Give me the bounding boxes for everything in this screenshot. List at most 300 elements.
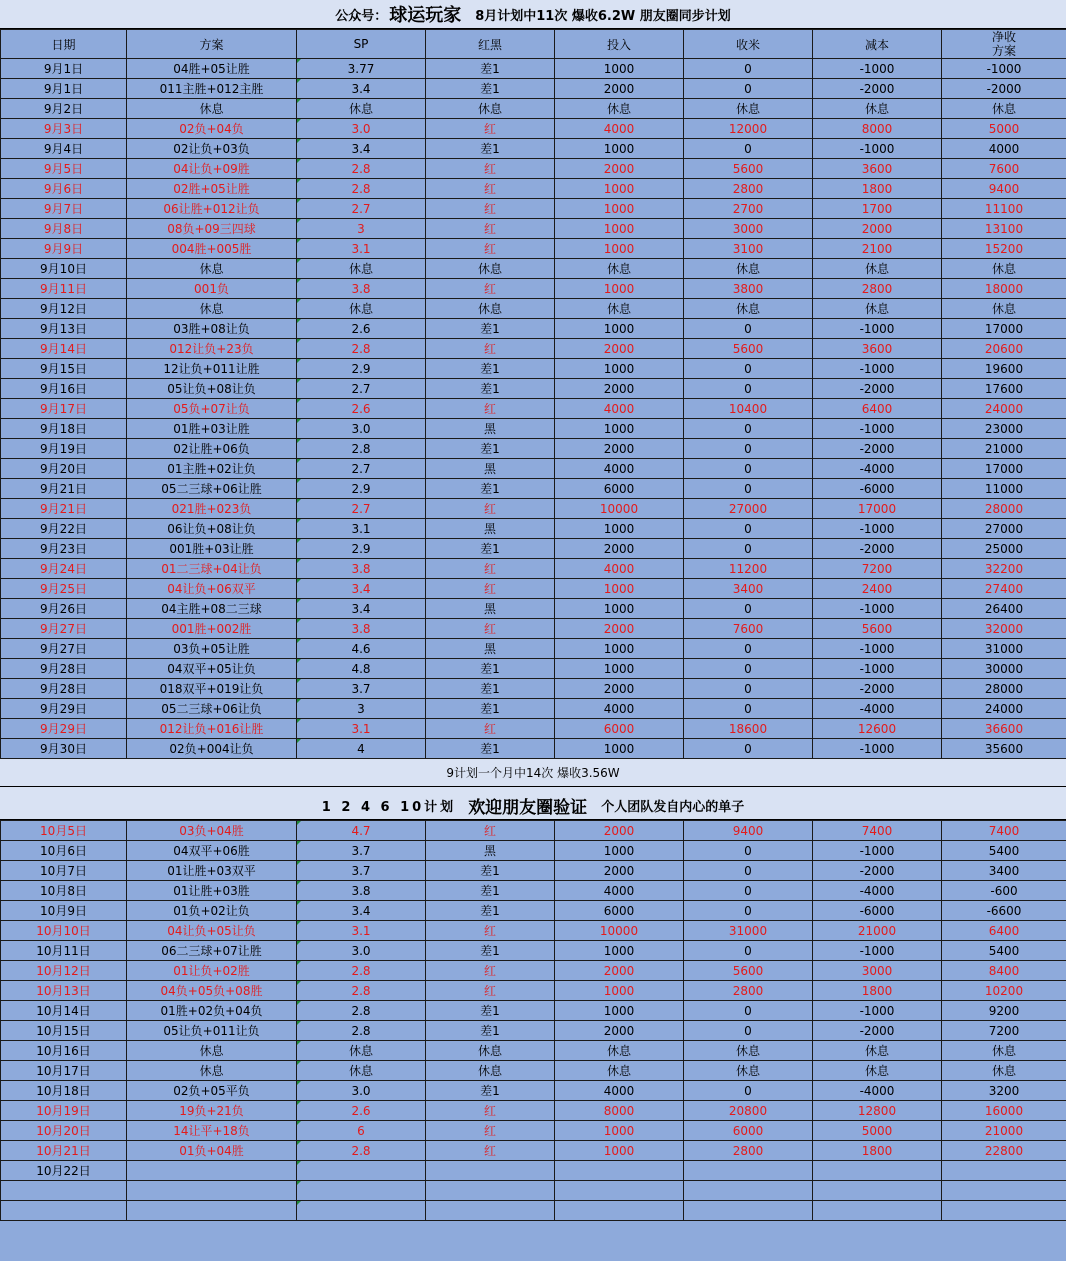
cell-loss[interactable]: 休息 <box>813 99 942 119</box>
cell-invest[interactable]: 4000 <box>555 699 684 719</box>
cell-income[interactable] <box>684 1161 813 1181</box>
cell-income[interactable]: 0 <box>684 79 813 99</box>
cell-invest[interactable]: 1000 <box>555 981 684 1001</box>
cell-net[interactable]: -1000 <box>942 59 1066 79</box>
cell-income[interactable]: 休息 <box>684 99 813 119</box>
cell-sp[interactable]: 2.6 <box>297 319 426 339</box>
cell-plan[interactable] <box>127 1181 297 1201</box>
cell-result[interactable]: 差1 <box>426 59 555 79</box>
cell-income[interactable]: 6000 <box>684 1121 813 1141</box>
cell-net[interactable]: 休息 <box>942 1041 1066 1061</box>
cell-result[interactable]: 差1 <box>426 659 555 679</box>
cell-invest[interactable]: 2000 <box>555 539 684 559</box>
cell-result[interactable] <box>426 1181 555 1201</box>
cell-loss[interactable]: -1000 <box>813 599 942 619</box>
cell-income[interactable]: 0 <box>684 419 813 439</box>
cell-plan[interactable]: 12让负+011让胜 <box>127 359 297 379</box>
cell-income[interactable] <box>684 1201 813 1221</box>
cell-sp[interactable]: 2.8 <box>297 981 426 1001</box>
cell-net[interactable]: 休息 <box>942 1061 1066 1081</box>
cell-invest[interactable]: 休息 <box>555 259 684 279</box>
cell-date[interactable]: 9月1日 <box>1 79 127 99</box>
cell-result[interactable]: 差1 <box>426 79 555 99</box>
cell-plan[interactable]: 04让负+05让负 <box>127 921 297 941</box>
cell-loss[interactable]: 8000 <box>813 119 942 139</box>
cell-sp[interactable] <box>297 1181 426 1201</box>
cell-result[interactable]: 差1 <box>426 881 555 901</box>
cell-plan[interactable]: 018双平+019让负 <box>127 679 297 699</box>
cell-date[interactable]: 9月15日 <box>1 359 127 379</box>
cell-sp[interactable]: 3.0 <box>297 941 426 961</box>
cell-result[interactable]: 红 <box>426 981 555 1001</box>
cell-sp[interactable]: 2.8 <box>297 439 426 459</box>
cell-income[interactable]: 0 <box>684 1001 813 1021</box>
cell-plan[interactable]: 休息 <box>127 1041 297 1061</box>
cell-result[interactable]: 红 <box>426 619 555 639</box>
cell-plan[interactable]: 01让胜+03胜 <box>127 881 297 901</box>
cell-loss[interactable]: -1000 <box>813 941 942 961</box>
cell-sp[interactable]: 2.8 <box>297 159 426 179</box>
cell-plan[interactable]: 01二三球+04让负 <box>127 559 297 579</box>
cell-sp[interactable]: 3.8 <box>297 619 426 639</box>
cell-net[interactable]: 24000 <box>942 699 1066 719</box>
cell-invest[interactable]: 1000 <box>555 279 684 299</box>
cell-invest[interactable]: 1000 <box>555 841 684 861</box>
cell-date[interactable]: 10月8日 <box>1 881 127 901</box>
cell-net[interactable]: 17000 <box>942 319 1066 339</box>
cell-net[interactable]: 9200 <box>942 1001 1066 1021</box>
cell-result[interactable]: 休息 <box>426 99 555 119</box>
cell-invest[interactable]: 1000 <box>555 179 684 199</box>
cell-sp[interactable]: 2.8 <box>297 1021 426 1041</box>
cell-date[interactable]: 10月12日 <box>1 961 127 981</box>
cell-sp[interactable]: 3.8 <box>297 559 426 579</box>
cell-invest[interactable]: 1000 <box>555 739 684 759</box>
cell-sp[interactable]: 3.7 <box>297 861 426 881</box>
cell-date[interactable]: 9月8日 <box>1 219 127 239</box>
cell-income[interactable]: 31000 <box>684 921 813 941</box>
cell-result[interactable] <box>426 1201 555 1221</box>
cell-loss[interactable]: 3600 <box>813 339 942 359</box>
cell-net[interactable]: 16000 <box>942 1101 1066 1121</box>
cell-invest[interactable]: 1000 <box>555 199 684 219</box>
cell-loss[interactable]: -1000 <box>813 359 942 379</box>
cell-result[interactable]: 黑 <box>426 459 555 479</box>
cell-sp[interactable]: 3.7 <box>297 841 426 861</box>
cell-net[interactable]: 6400 <box>942 921 1066 941</box>
cell-date[interactable]: 10月17日 <box>1 1061 127 1081</box>
cell-loss[interactable]: 1800 <box>813 1141 942 1161</box>
cell-income[interactable]: 0 <box>684 881 813 901</box>
cell-income[interactable]: 0 <box>684 841 813 861</box>
cell-date[interactable]: 10月22日 <box>1 1161 127 1181</box>
cell-net[interactable]: 11000 <box>942 479 1066 499</box>
cell-plan[interactable]: 04主胜+08二三球 <box>127 599 297 619</box>
cell-date[interactable]: 10月11日 <box>1 941 127 961</box>
cell-sp[interactable]: 3.8 <box>297 881 426 901</box>
cell-sp[interactable]: 3.4 <box>297 579 426 599</box>
cell-income[interactable]: 11200 <box>684 559 813 579</box>
cell-date[interactable]: 10月21日 <box>1 1141 127 1161</box>
cell-income[interactable] <box>684 1181 813 1201</box>
cell-result[interactable]: 差1 <box>426 359 555 379</box>
cell-loss[interactable]: 5000 <box>813 1121 942 1141</box>
cell-result[interactable]: 差1 <box>426 539 555 559</box>
cell-date[interactable]: 10月18日 <box>1 1081 127 1101</box>
cell-invest[interactable]: 4000 <box>555 1081 684 1101</box>
cell-plan[interactable]: 01胜+03让胜 <box>127 419 297 439</box>
cell-plan[interactable]: 01主胜+02让负 <box>127 459 297 479</box>
cell-invest[interactable]: 6000 <box>555 719 684 739</box>
cell-plan[interactable]: 03负+04胜 <box>127 821 297 841</box>
cell-date[interactable]: 9月29日 <box>1 699 127 719</box>
cell-plan[interactable]: 001胜+03让胜 <box>127 539 297 559</box>
cell-invest[interactable]: 1000 <box>555 599 684 619</box>
cell-plan[interactable]: 14让平+18负 <box>127 1121 297 1141</box>
cell-sp[interactable]: 3.4 <box>297 901 426 921</box>
cell-net[interactable]: 21000 <box>942 1121 1066 1141</box>
cell-invest[interactable]: 休息 <box>555 1061 684 1081</box>
cell-loss[interactable]: 休息 <box>813 299 942 319</box>
cell-plan[interactable]: 04胜+05让胜 <box>127 59 297 79</box>
cell-plan[interactable]: 休息 <box>127 1061 297 1081</box>
cell-invest[interactable]: 2000 <box>555 961 684 981</box>
cell-income[interactable]: 0 <box>684 861 813 881</box>
cell-net[interactable]: 21000 <box>942 439 1066 459</box>
cell-date[interactable]: 9月23日 <box>1 539 127 559</box>
cell-sp[interactable]: 2.9 <box>297 359 426 379</box>
cell-invest[interactable]: 8000 <box>555 1101 684 1121</box>
cell-result[interactable]: 差1 <box>426 861 555 881</box>
cell-sp[interactable]: 2.6 <box>297 399 426 419</box>
cell-net[interactable]: 休息 <box>942 299 1066 319</box>
cell-income[interactable]: 0 <box>684 699 813 719</box>
cell-date[interactable]: 10月15日 <box>1 1021 127 1041</box>
cell-loss[interactable]: -1000 <box>813 841 942 861</box>
cell-date[interactable]: 10月20日 <box>1 1121 127 1141</box>
cell-loss[interactable]: -2000 <box>813 379 942 399</box>
cell-plan[interactable]: 19负+21负 <box>127 1101 297 1121</box>
cell-result[interactable]: 黑 <box>426 841 555 861</box>
cell-plan[interactable]: 01让胜+03双平 <box>127 861 297 881</box>
cell-date[interactable]: 9月9日 <box>1 239 127 259</box>
cell-sp[interactable]: 2.8 <box>297 339 426 359</box>
cell-net[interactable]: 15200 <box>942 239 1066 259</box>
cell-invest[interactable]: 6000 <box>555 901 684 921</box>
cell-plan[interactable]: 02让胜+06负 <box>127 439 297 459</box>
cell-sp[interactable]: 2.9 <box>297 479 426 499</box>
cell-sp[interactable]: 休息 <box>297 99 426 119</box>
cell-date[interactable]: 9月25日 <box>1 579 127 599</box>
cell-date[interactable]: 9月14日 <box>1 339 127 359</box>
cell-loss[interactable]: -1000 <box>813 739 942 759</box>
cell-income[interactable]: 0 <box>684 519 813 539</box>
cell-loss[interactable]: -1000 <box>813 639 942 659</box>
cell-date[interactable]: 9月28日 <box>1 679 127 699</box>
cell-loss[interactable]: 休息 <box>813 1061 942 1081</box>
cell-income[interactable]: 0 <box>684 679 813 699</box>
cell-sp[interactable]: 2.6 <box>297 1101 426 1121</box>
cell-income[interactable]: 0 <box>684 479 813 499</box>
cell-sp[interactable]: 4.7 <box>297 821 426 841</box>
cell-plan[interactable]: 03负+05让胜 <box>127 639 297 659</box>
cell-result[interactable]: 差1 <box>426 139 555 159</box>
cell-result[interactable]: 差1 <box>426 1021 555 1041</box>
cell-invest[interactable]: 1000 <box>555 639 684 659</box>
cell-loss[interactable]: -2000 <box>813 679 942 699</box>
cell-result[interactable]: 红 <box>426 499 555 519</box>
cell-sp[interactable]: 2.8 <box>297 179 426 199</box>
cell-loss[interactable]: -2000 <box>813 861 942 881</box>
cell-date[interactable]: 9月29日 <box>1 719 127 739</box>
cell-plan[interactable]: 02负+004让负 <box>127 739 297 759</box>
cell-invest[interactable]: 4000 <box>555 459 684 479</box>
cell-plan[interactable]: 001负 <box>127 279 297 299</box>
cell-date[interactable]: 9月11日 <box>1 279 127 299</box>
cell-plan[interactable]: 04双平+06胜 <box>127 841 297 861</box>
cell-income[interactable]: 5600 <box>684 159 813 179</box>
cell-date[interactable]: 10月13日 <box>1 981 127 1001</box>
cell-income[interactable]: 0 <box>684 539 813 559</box>
cell-net[interactable]: 5000 <box>942 119 1066 139</box>
cell-loss[interactable]: 3000 <box>813 961 942 981</box>
cell-income[interactable]: 休息 <box>684 1041 813 1061</box>
cell-income[interactable]: 0 <box>684 639 813 659</box>
cell-sp[interactable]: 3.1 <box>297 239 426 259</box>
cell-result[interactable]: 红 <box>426 199 555 219</box>
cell-sp[interactable]: 2.7 <box>297 499 426 519</box>
cell-net[interactable] <box>942 1201 1066 1221</box>
cell-plan[interactable]: 011主胜+012主胜 <box>127 79 297 99</box>
cell-invest[interactable]: 1000 <box>555 1141 684 1161</box>
cell-net[interactable]: 28000 <box>942 679 1066 699</box>
cell-income[interactable]: 20800 <box>684 1101 813 1121</box>
cell-sp[interactable]: 3 <box>297 219 426 239</box>
cell-plan[interactable]: 05让负+08让负 <box>127 379 297 399</box>
cell-loss[interactable]: -2000 <box>813 539 942 559</box>
cell-invest[interactable]: 4000 <box>555 881 684 901</box>
cell-plan[interactable]: 05负+07让负 <box>127 399 297 419</box>
cell-sp[interactable]: 4.8 <box>297 659 426 679</box>
cell-net[interactable]: 30000 <box>942 659 1066 679</box>
cell-result[interactable]: 差1 <box>426 941 555 961</box>
cell-loss[interactable]: -2000 <box>813 79 942 99</box>
cell-plan[interactable]: 02负+05平负 <box>127 1081 297 1101</box>
cell-result[interactable]: 红 <box>426 239 555 259</box>
cell-net[interactable]: 23000 <box>942 419 1066 439</box>
cell-invest[interactable]: 1000 <box>555 359 684 379</box>
cell-sp[interactable]: 4.6 <box>297 639 426 659</box>
cell-loss[interactable]: -1000 <box>813 659 942 679</box>
cell-plan[interactable]: 05让负+011让负 <box>127 1021 297 1041</box>
cell-loss[interactable]: 2000 <box>813 219 942 239</box>
cell-sp[interactable]: 2.8 <box>297 1001 426 1021</box>
cell-result[interactable]: 黑 <box>426 639 555 659</box>
cell-net[interactable]: 7400 <box>942 821 1066 841</box>
cell-plan[interactable]: 06让负+08让负 <box>127 519 297 539</box>
cell-sp[interactable]: 3.8 <box>297 279 426 299</box>
cell-plan[interactable]: 休息 <box>127 259 297 279</box>
cell-income[interactable]: 3000 <box>684 219 813 239</box>
cell-loss[interactable]: -1000 <box>813 139 942 159</box>
cell-plan[interactable]: 04双平+05让负 <box>127 659 297 679</box>
cell-invest[interactable]: 6000 <box>555 479 684 499</box>
cell-loss[interactable]: -1000 <box>813 419 942 439</box>
cell-net[interactable]: 4000 <box>942 139 1066 159</box>
cell-net[interactable]: -600 <box>942 881 1066 901</box>
cell-plan[interactable]: 01胜+02负+04负 <box>127 1001 297 1021</box>
cell-sp[interactable]: 休息 <box>297 259 426 279</box>
cell-income[interactable]: 0 <box>684 599 813 619</box>
cell-sp[interactable]: 休息 <box>297 1041 426 1061</box>
cell-loss[interactable]: -2000 <box>813 1021 942 1041</box>
cell-result[interactable]: 红 <box>426 279 555 299</box>
cell-income[interactable]: 0 <box>684 659 813 679</box>
cell-date[interactable]: 10月14日 <box>1 1001 127 1021</box>
cell-loss[interactable]: 7400 <box>813 821 942 841</box>
cell-net[interactable]: 11100 <box>942 199 1066 219</box>
cell-sp[interactable]: 3.0 <box>297 419 426 439</box>
cell-date[interactable]: 9月2日 <box>1 99 127 119</box>
cell-loss[interactable]: 17000 <box>813 499 942 519</box>
cell-net[interactable]: 3400 <box>942 861 1066 881</box>
cell-invest[interactable] <box>555 1181 684 1201</box>
cell-invest[interactable]: 休息 <box>555 299 684 319</box>
cell-invest[interactable]: 10000 <box>555 921 684 941</box>
cell-income[interactable]: 3800 <box>684 279 813 299</box>
cell-net[interactable]: 28000 <box>942 499 1066 519</box>
cell-invest[interactable]: 1000 <box>555 319 684 339</box>
cell-sp[interactable]: 3.0 <box>297 119 426 139</box>
cell-net[interactable]: 5400 <box>942 841 1066 861</box>
cell-invest[interactable]: 1000 <box>555 659 684 679</box>
cell-date[interactable]: 9月26日 <box>1 599 127 619</box>
cell-sp[interactable]: 3.4 <box>297 139 426 159</box>
cell-date[interactable]: 9月19日 <box>1 439 127 459</box>
cell-plan[interactable]: 05二三球+06让胜 <box>127 479 297 499</box>
cell-income[interactable]: 10400 <box>684 399 813 419</box>
cell-invest[interactable]: 1000 <box>555 59 684 79</box>
cell-net[interactable]: 19600 <box>942 359 1066 379</box>
cell-loss[interactable]: 21000 <box>813 921 942 941</box>
cell-invest[interactable]: 2000 <box>555 79 684 99</box>
cell-invest[interactable]: 1000 <box>555 579 684 599</box>
cell-date[interactable]: 9月21日 <box>1 499 127 519</box>
cell-income[interactable]: 0 <box>684 1081 813 1101</box>
cell-loss[interactable] <box>813 1201 942 1221</box>
cell-invest[interactable]: 1000 <box>555 941 684 961</box>
cell-result[interactable]: 休息 <box>426 1041 555 1061</box>
cell-date[interactable]: 9月1日 <box>1 59 127 79</box>
cell-income[interactable]: 12000 <box>684 119 813 139</box>
cell-net[interactable]: 20600 <box>942 339 1066 359</box>
cell-income[interactable]: 休息 <box>684 259 813 279</box>
cell-income[interactable]: 2800 <box>684 179 813 199</box>
cell-income[interactable]: 0 <box>684 139 813 159</box>
cell-sp[interactable]: 休息 <box>297 299 426 319</box>
cell-loss[interactable]: 5600 <box>813 619 942 639</box>
cell-invest[interactable]: 休息 <box>555 99 684 119</box>
cell-income[interactable]: 0 <box>684 59 813 79</box>
cell-sp[interactable]: 4 <box>297 739 426 759</box>
cell-plan[interactable]: 08负+09三四球 <box>127 219 297 239</box>
cell-plan[interactable]: 01负+04胜 <box>127 1141 297 1161</box>
cell-loss[interactable]: 2400 <box>813 579 942 599</box>
cell-date[interactable] <box>1 1181 127 1201</box>
cell-plan[interactable]: 02胜+05让胜 <box>127 179 297 199</box>
cell-net[interactable]: -2000 <box>942 79 1066 99</box>
cell-result[interactable]: 红 <box>426 159 555 179</box>
cell-date[interactable]: 9月3日 <box>1 119 127 139</box>
cell-income[interactable]: 0 <box>684 1021 813 1041</box>
cell-date[interactable]: 9月28日 <box>1 659 127 679</box>
cell-income[interactable]: 2700 <box>684 199 813 219</box>
cell-invest[interactable]: 1000 <box>555 419 684 439</box>
cell-invest[interactable]: 2000 <box>555 159 684 179</box>
cell-result[interactable]: 差1 <box>426 379 555 399</box>
cell-date[interactable]: 9月20日 <box>1 459 127 479</box>
cell-invest[interactable]: 2000 <box>555 679 684 699</box>
cell-date[interactable]: 9月27日 <box>1 639 127 659</box>
cell-invest[interactable]: 1000 <box>555 219 684 239</box>
cell-loss[interactable]: -1000 <box>813 1001 942 1021</box>
cell-net[interactable]: 35600 <box>942 739 1066 759</box>
cell-date[interactable]: 9月7日 <box>1 199 127 219</box>
cell-result[interactable]: 差1 <box>426 901 555 921</box>
cell-income[interactable]: 9400 <box>684 821 813 841</box>
cell-result[interactable]: 红 <box>426 821 555 841</box>
cell-sp[interactable]: 6 <box>297 1121 426 1141</box>
cell-invest[interactable]: 1000 <box>555 1001 684 1021</box>
cell-plan[interactable]: 021胜+023负 <box>127 499 297 519</box>
cell-result[interactable]: 红 <box>426 1101 555 1121</box>
cell-sp[interactable]: 3.1 <box>297 921 426 941</box>
cell-net[interactable] <box>942 1181 1066 1201</box>
cell-income[interactable]: 0 <box>684 459 813 479</box>
cell-net[interactable]: 31000 <box>942 639 1066 659</box>
cell-income[interactable]: 休息 <box>684 299 813 319</box>
cell-plan[interactable]: 休息 <box>127 299 297 319</box>
cell-sp[interactable]: 3.77 <box>297 59 426 79</box>
cell-sp[interactable]: 2.9 <box>297 539 426 559</box>
cell-date[interactable]: 10月6日 <box>1 841 127 861</box>
cell-net[interactable]: 18000 <box>942 279 1066 299</box>
cell-plan[interactable]: 03胜+08让负 <box>127 319 297 339</box>
cell-date[interactable]: 9月17日 <box>1 399 127 419</box>
cell-result[interactable]: 黑 <box>426 519 555 539</box>
cell-invest[interactable]: 2000 <box>555 379 684 399</box>
cell-invest[interactable]: 1000 <box>555 1121 684 1141</box>
cell-result[interactable]: 红 <box>426 559 555 579</box>
cell-income[interactable]: 0 <box>684 901 813 921</box>
cell-net[interactable]: 7600 <box>942 159 1066 179</box>
cell-loss[interactable]: -4000 <box>813 1081 942 1101</box>
cell-income[interactable]: 2800 <box>684 981 813 1001</box>
cell-date[interactable]: 9月6日 <box>1 179 127 199</box>
cell-date[interactable]: 9月21日 <box>1 479 127 499</box>
cell-date[interactable]: 9月10日 <box>1 259 127 279</box>
cell-loss[interactable]: -6000 <box>813 479 942 499</box>
cell-net[interactable]: 17000 <box>942 459 1066 479</box>
cell-net[interactable]: 5400 <box>942 941 1066 961</box>
cell-date[interactable]: 10月10日 <box>1 921 127 941</box>
cell-plan[interactable]: 02让负+03负 <box>127 139 297 159</box>
cell-date[interactable]: 10月5日 <box>1 821 127 841</box>
cell-plan[interactable]: 05二三球+06让负 <box>127 699 297 719</box>
cell-income[interactable]: 0 <box>684 319 813 339</box>
cell-income[interactable]: 0 <box>684 379 813 399</box>
cell-result[interactable]: 差1 <box>426 319 555 339</box>
